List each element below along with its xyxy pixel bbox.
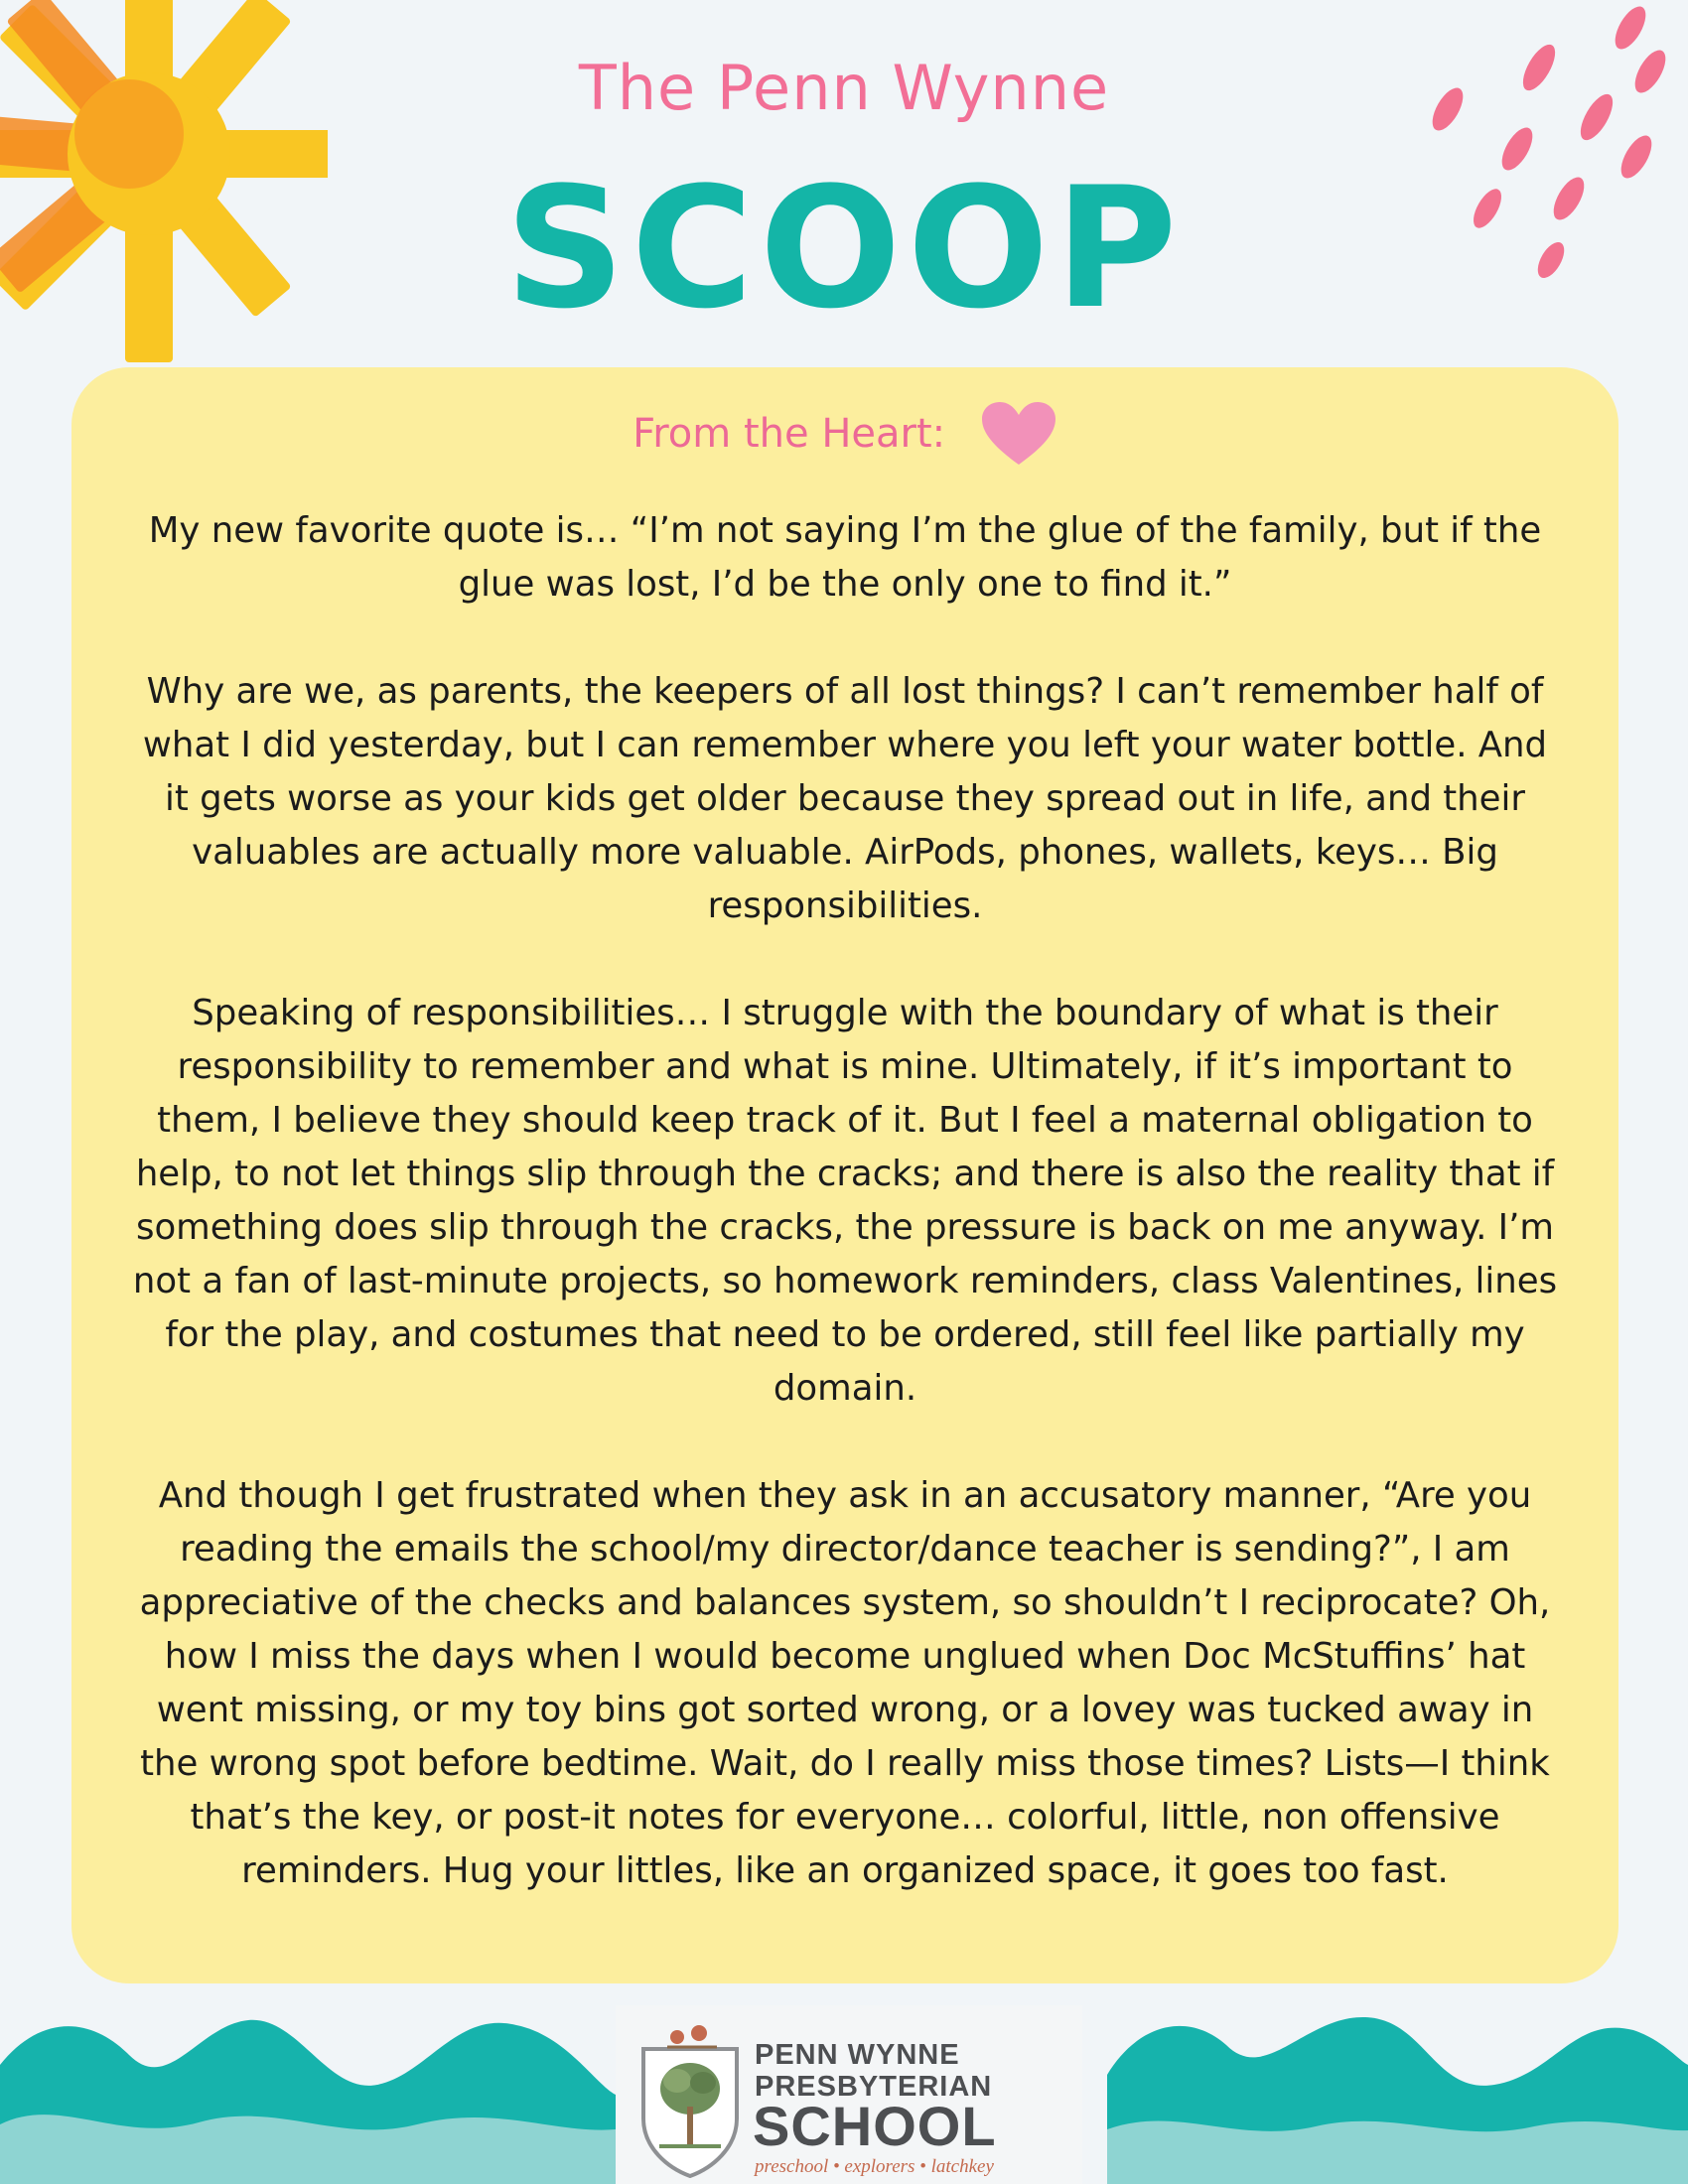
article-paragraph: And though I get frustrated when they ask in an accusatory manner, “Are you reading the emails the school/my director/dance teacher is sending?”, I am appreciative of the checks and balances system, so shouldn’t I reciprocate? Oh, how I miss the days when I would become unglued when Doc McStuffins’ hat went missing, or my toy bins got sorted wrong, or a lovey was tucked away in the wrong spot before bedtime. Wait, do I really miss those times? Lists—I think that’s the key, or post-it notes for everyone… colorful, little, non offensive reminders. Hug your littles, like an organized space, it goes too fast.: [139, 1475, 1551, 1891]
school-logo: [616, 2005, 1082, 2184]
section-heading-text: From the Heart:: [633, 411, 946, 457]
logo-text-line2: PRESBYTERIAN: [755, 2071, 993, 2103]
newsletter-title: SCOOP: [504, 151, 1184, 345]
logo-text-line3: SCHOOL: [753, 2095, 997, 2157]
heart-icon: [980, 401, 1057, 467]
article-card: [71, 367, 1618, 1983]
logo-text-line1: PENN WYNNE: [755, 2039, 960, 2071]
section-heading: [71, 401, 1618, 467]
tree-crest-icon: [637, 2019, 743, 2178]
wave-decoration-left: [0, 2005, 616, 2184]
wave-decoration-right: [1107, 2005, 1688, 2184]
article-paragraph: My new favorite quote is… “I’m not saying I’m the glue of the family, but if the glue was lost, I’d be the only one to find it.”: [148, 510, 1542, 605]
article-paragraph: Why are we, as parents, the keepers of all lost things? I can’t remember half of what I did yesterday, but I can remember where you left your water bottle. And it gets worse as your kids get older because they spread out in life, and their valuables are actually more valuable. AirPods, phones, wallets, keys… Big responsibilities.: [142, 671, 1548, 926]
logo-tagline: preschool • explorers • latchkey: [755, 2156, 994, 2177]
newsletter-subtitle: The Penn Wynne: [578, 52, 1110, 124]
article-body: [126, 504, 1564, 1898]
article-paragraph: Speaking of responsibilities… I struggle with the boundary of what is their responsibility to remember and what is mine. Ultimately, if it’s important to them, I believe they should keep track of it. But I feel a maternal obligation to help, to not let things slip through the cracks; and there is also the reality that if something does slip through the cracks, the pressure is back on me anyway. I’m not a fan of last-minute projects, so homework reminders, class Valentines, lines for the play, and costumes that need to be ordered, still feel like partially my domain.: [132, 993, 1558, 1409]
